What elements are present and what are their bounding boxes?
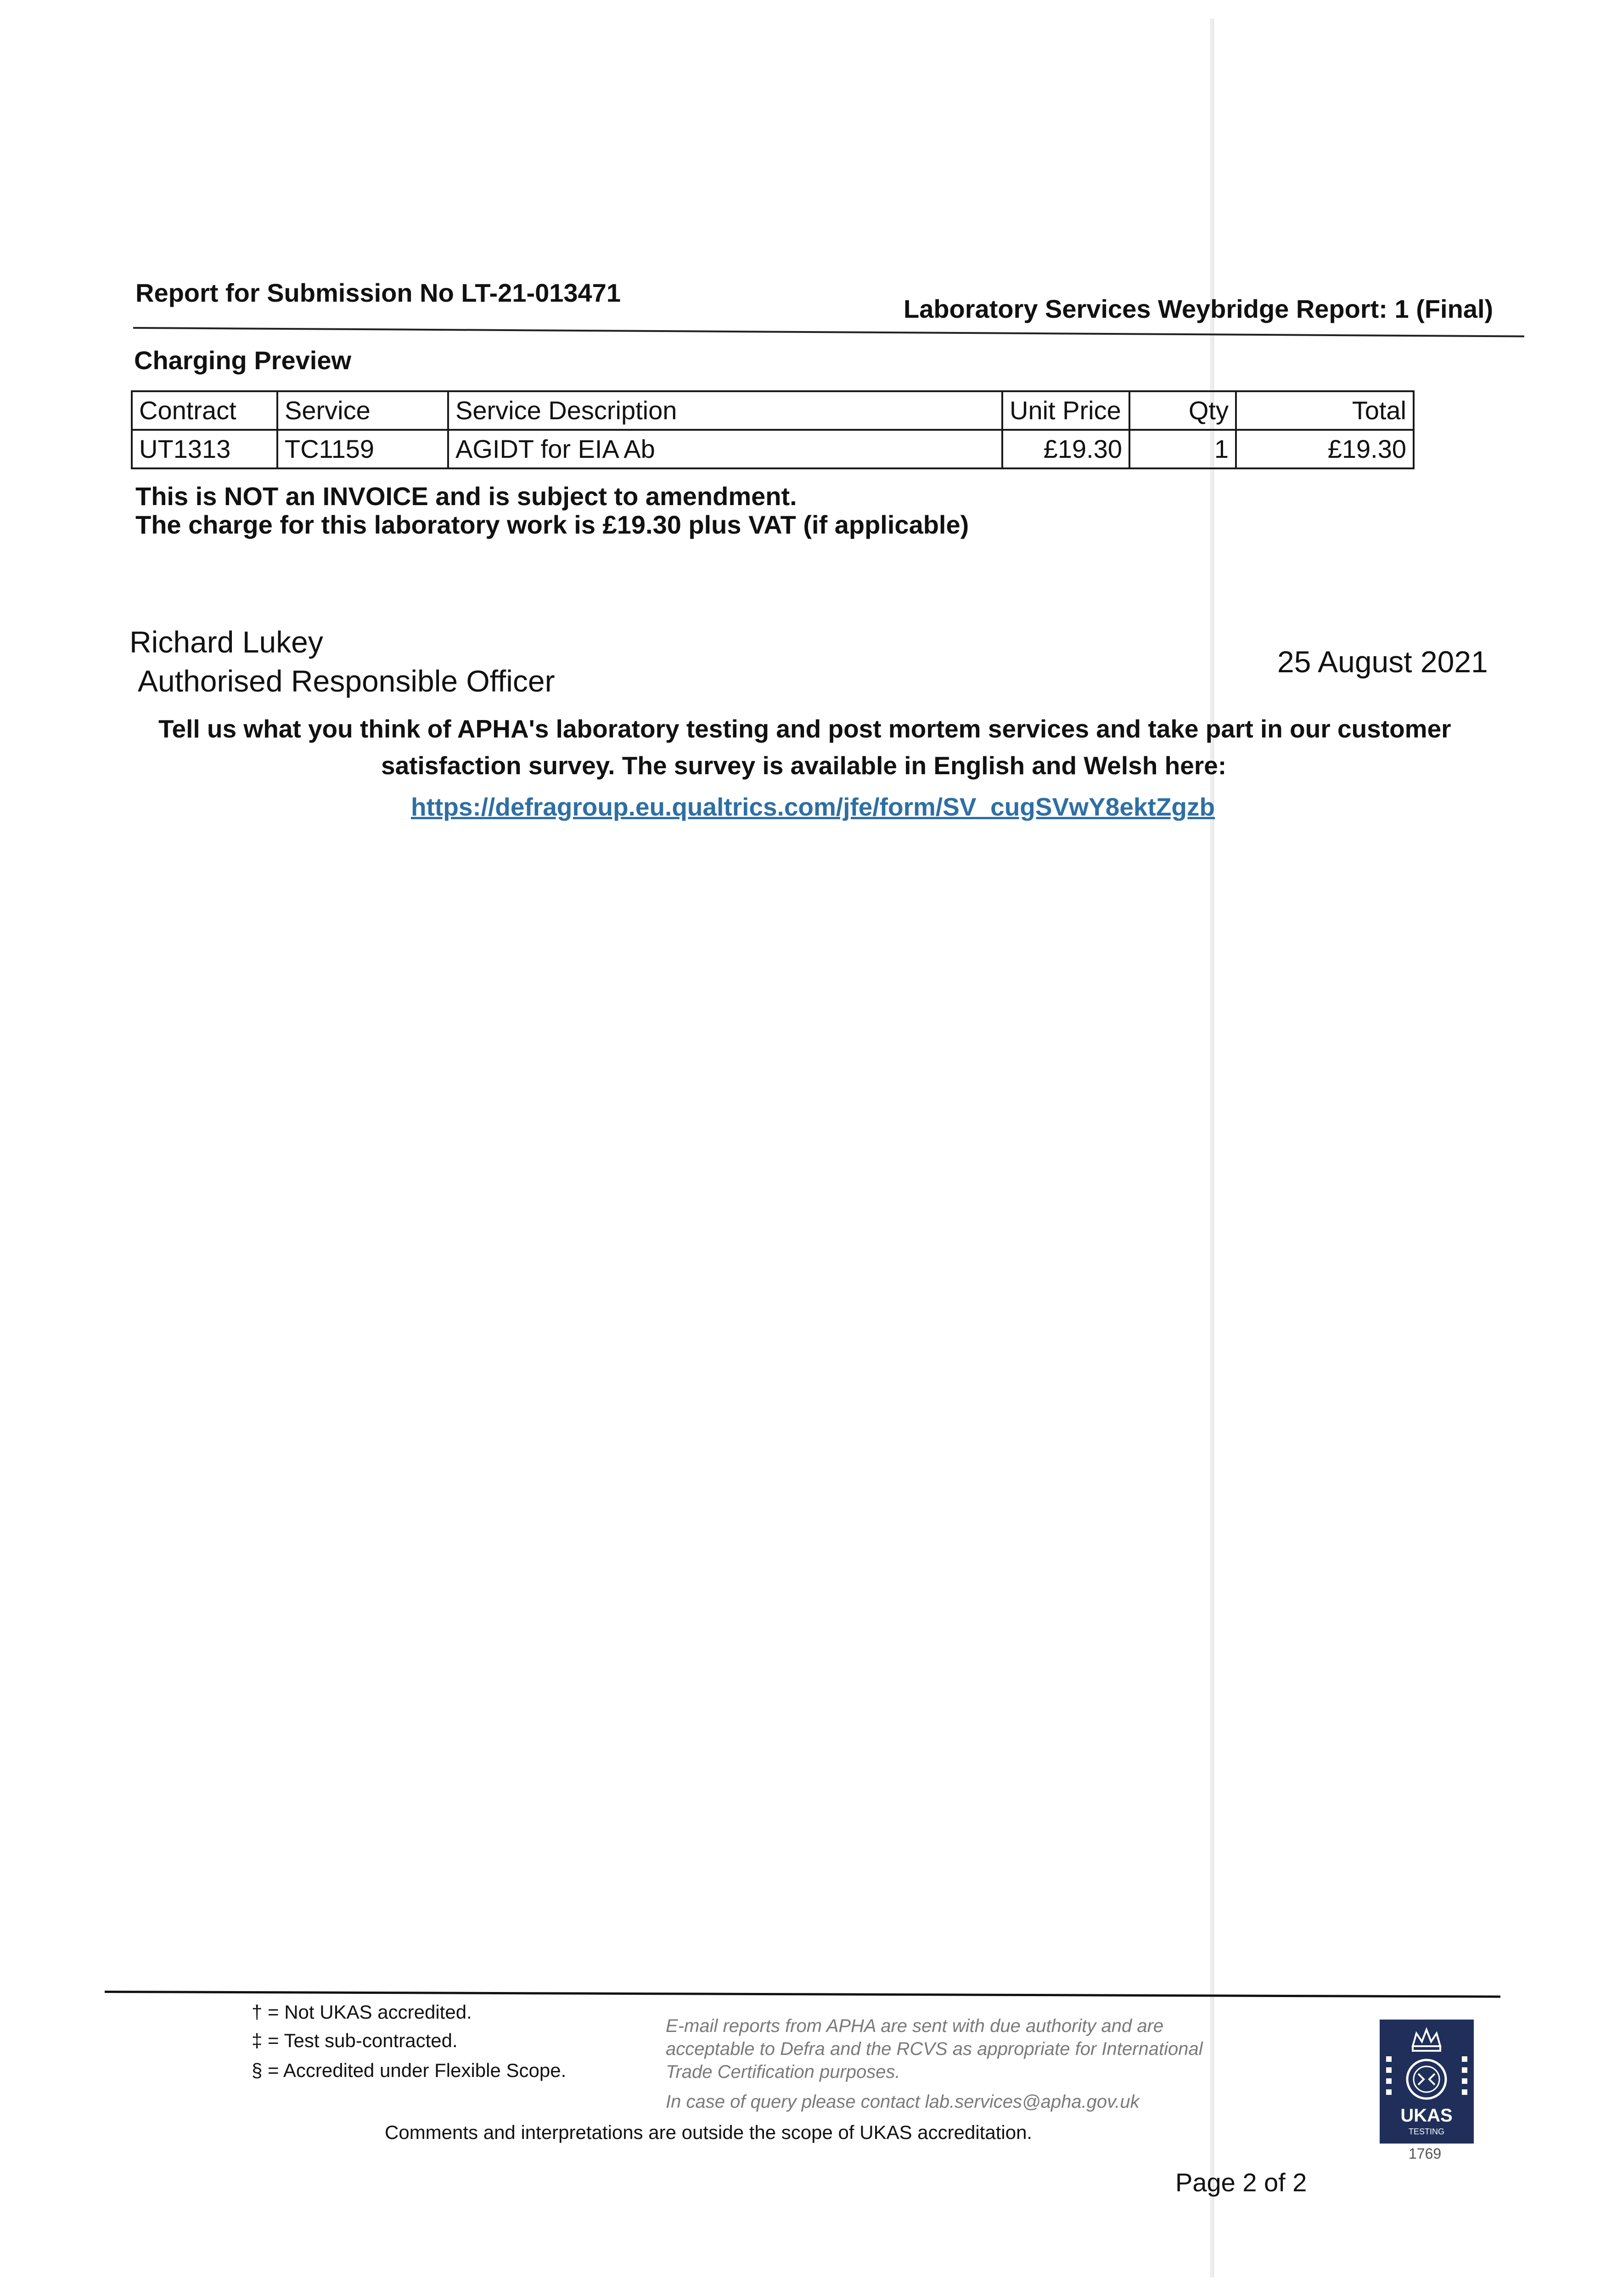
disclaimer-line3: Trade Certification purposes.	[666, 2062, 900, 2082]
ukas-logo-subtext: TESTING	[1408, 2127, 1445, 2136]
ukas-logo-text: UKAS	[1400, 2105, 1453, 2126]
col-service-header: Service	[277, 391, 448, 430]
cell-service: TC1159	[277, 430, 448, 468]
charging-table	[131, 390, 1415, 469]
disclaimer-line2: acceptable to Defra and the RCVS as appropriate for International	[666, 2039, 1203, 2059]
page-number: Page 2 of 2	[1175, 2168, 1307, 2197]
footer-divider	[105, 1991, 1500, 1998]
col-qty-header: Qty	[1129, 391, 1236, 430]
header-divider	[133, 327, 1524, 338]
col-unit-price-header: Unit Price	[1002, 391, 1129, 430]
table-header-row	[132, 391, 1414, 430]
col-description-header: Service Description	[448, 391, 1002, 430]
cell-total: £19.30	[1236, 430, 1414, 468]
report-date: 25 August 2021	[1277, 645, 1488, 679]
survey-link[interactable]: https://defragroup.eu.qualtrics.com/jfe/form/SV_cugSVwY8ektZgzb	[411, 793, 1215, 821]
disclaimer-contact: In case of query please contact lab.services@apha.gov.uk	[666, 2092, 1140, 2112]
disclaimer-line1: E-mail reports from APHA are sent with due authority and are	[666, 2016, 1164, 2036]
invoice-notice: This is NOT an INVOICE and is subject to amendment.	[135, 482, 797, 511]
cell-contract: UT1313	[132, 430, 277, 468]
cell-qty: 1	[1129, 430, 1236, 468]
legend-not-accredited: † = Not UKAS accredited.	[252, 2001, 472, 2023]
report-title: Laboratory Services Weybridge Report: 1 (Final)	[904, 294, 1494, 323]
table-row	[132, 430, 1414, 468]
col-total-header: Total	[1236, 391, 1414, 430]
cell-unit-price: £19.30	[1002, 430, 1129, 468]
officer-name: Richard Lukey	[129, 625, 323, 659]
ukas-logo	[1380, 2020, 1474, 2144]
ukas-scope-note: Comments and interpretations are outside the scope of UKAS accreditation.	[385, 2122, 1033, 2143]
scan-artifact-line	[1210, 18, 1214, 2278]
charging-preview-title: Charging Preview	[134, 346, 352, 375]
ukas-accreditation-number: 1769	[1409, 2145, 1442, 2162]
col-contract-header: Contract	[132, 391, 277, 430]
charge-statement: The charge for this laboratory work is £19.30 plus VAT (if applicable)	[135, 510, 969, 539]
legend-sub-contracted: ‡ = Test sub-contracted.	[252, 2030, 458, 2051]
cell-description: AGIDT for EIA Ab	[448, 430, 1002, 468]
survey-text-line2: satisfaction survey. The survey is available in English and Welsh here:	[381, 751, 1227, 780]
legend-flexible-scope: § = Accredited under Flexible Scope.	[252, 2060, 567, 2081]
survey-text-line1: Tell us what you think of APHA's laboratory testing and post mortem services and take part in our customer	[158, 715, 1451, 743]
submission-number: Report for Submission No LT-21-013471	[135, 278, 621, 307]
officer-role: Authorised Responsible Officer	[138, 664, 555, 698]
